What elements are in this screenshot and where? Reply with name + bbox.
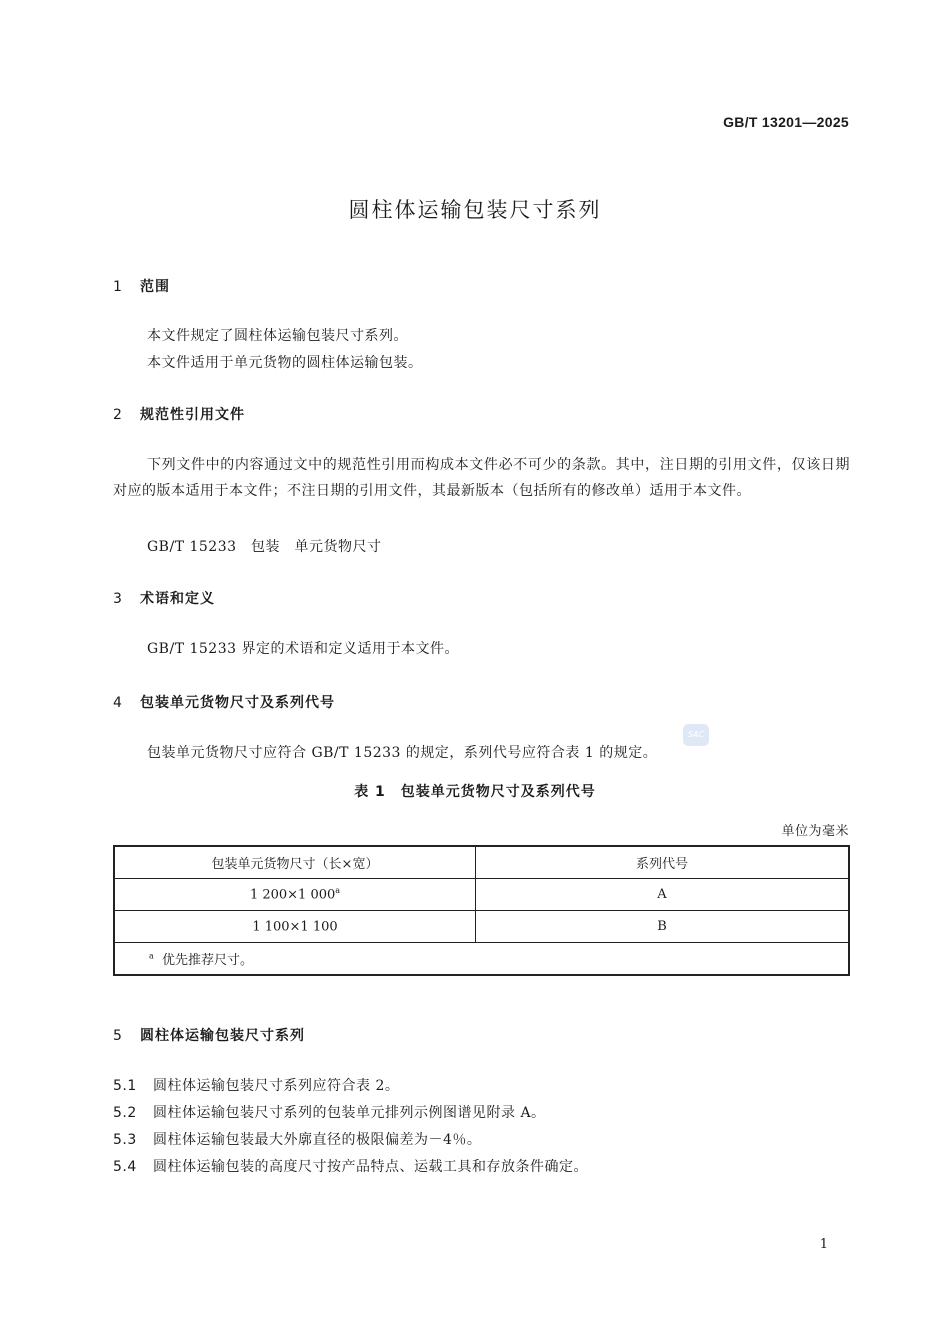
section-heading-2	[113, 404, 245, 424]
table-footnote-row	[114, 943, 849, 976]
clause: 5.2 圆柱体运输包装尺寸系列的包装单元排列示例图谱见附录 A。	[113, 1105, 546, 1121]
column-header: 系列代号	[476, 846, 850, 879]
footnote-mark: a	[335, 886, 341, 896]
table-caption: 表 1 包装单元货物尺寸及系列代号	[354, 784, 596, 800]
section-heading-4	[113, 692, 335, 712]
paragraph: 本文件适用于单元货物的圆柱体运输包装。	[147, 355, 423, 371]
table-footnote: $^a$ 优先推荐尺寸。	[114, 943, 849, 976]
sac-watermark: SAC	[683, 724, 709, 746]
table-header-row	[114, 846, 849, 879]
table-row	[114, 879, 849, 911]
paragraph: GB/T 15233 界定的术语和定义适用于本文件。	[147, 641, 459, 657]
clause: 5.3 圆柱体运输包装最大外廓直径的极限偏差为－4％。	[113, 1132, 482, 1148]
section-number: 3	[113, 591, 123, 607]
document-title: 圆柱体运输包装尺寸系列	[348, 198, 602, 222]
section-number: 4	[113, 695, 123, 711]
footnote-mark: a	[149, 951, 154, 961]
section-title: 圆柱体运输包装尺寸系列	[140, 1028, 305, 1044]
section-title: 规范性引用文件	[140, 407, 245, 423]
paragraph: 下列文件中的内容通过文中的规范性引用而构成本文件必不可少的条款。其中，注日期的引用文件，仅该日期对应的版本适用于本文件；不注日期的引用文件，其最新版本（包括所有的修改单）适用于本文件。	[113, 457, 850, 499]
table-unit: 单位为毫米	[781, 824, 849, 839]
table-cell: A	[476, 879, 850, 911]
section-title: 范围	[140, 279, 170, 295]
clause: 5.1 圆柱体运输包装尺寸系列应符合表 2。	[113, 1078, 400, 1094]
table-cell: 1 100×1 100	[114, 911, 476, 943]
table-cell: 1 200×1 000$^a$	[114, 879, 476, 911]
section-title: 包装单元货物尺寸及系列代号	[140, 695, 335, 711]
table-row	[114, 911, 849, 943]
section-number: 5	[113, 1028, 123, 1044]
paragraph: 本文件规定了圆柱体运输包装尺寸系列。	[147, 328, 408, 344]
normative-reference: GB/T 15233 包装 单元货物尺寸	[147, 539, 382, 555]
section-number: 2	[113, 407, 123, 423]
section-heading-1	[113, 276, 170, 296]
paragraph: 包装单元货物尺寸应符合 GB/T 15233 的规定，系列代号应符合表 1 的规定。	[147, 745, 658, 761]
clause: 5.4 圆柱体运输包装的高度尺寸按产品特点、运载工具和存放条件确定。	[113, 1159, 588, 1175]
standard-number: GB/T 13201—2025	[723, 114, 849, 130]
section-number: 1	[113, 279, 123, 295]
size-code-table	[113, 845, 850, 976]
section-title: 术语和定义	[140, 591, 215, 607]
section-heading-3	[113, 588, 215, 608]
section-heading-5	[113, 1025, 305, 1045]
column-header: 包装单元货物尺寸（长×宽）	[114, 846, 476, 879]
table-cell: B	[476, 911, 850, 943]
page-number: 1	[819, 1237, 828, 1252]
